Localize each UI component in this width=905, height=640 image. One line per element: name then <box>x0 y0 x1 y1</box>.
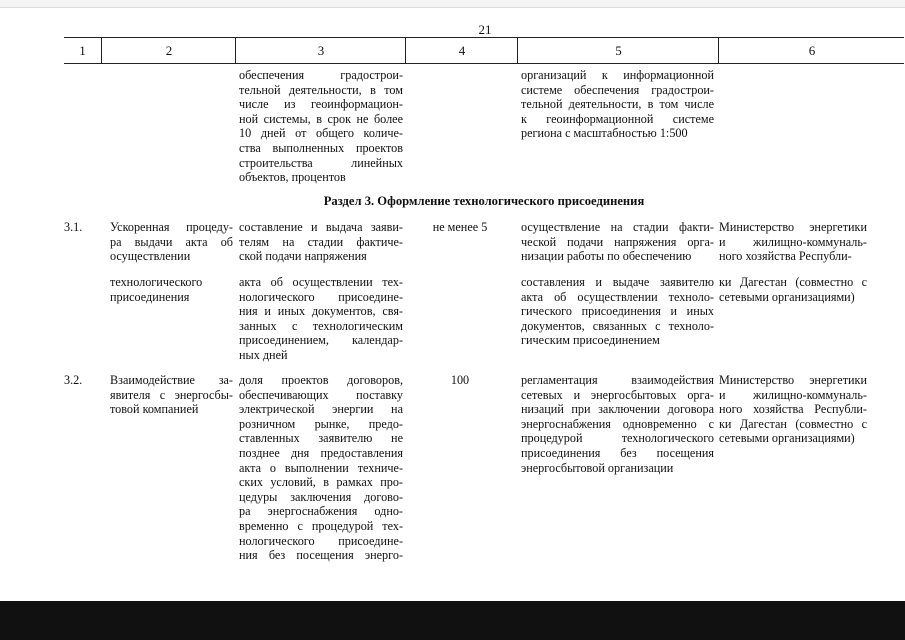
row31-col4: не менее 5 <box>432 220 488 234</box>
row32-col2: Взаимодействие за- явителя с энергосбы- товой компанией <box>110 373 233 417</box>
header-col-3: 3 <box>235 38 406 63</box>
row32-number: 3.2. <box>64 373 83 387</box>
header-col-2: 2 <box>101 38 236 63</box>
row32-col4: 100 <box>450 373 470 387</box>
scan-bottom-edge <box>0 601 905 640</box>
scan-top-edge <box>0 0 905 8</box>
row32-col3: доля проектов договоров, обеспечивающих поставку электрической энергии на розничном рынке, предо- ставленных заявителю не позднее дня предоставления акта о выполнении техниче- ских условий, в рамках про- цедуры заключения догово- ра энергоснабжения одно- временно с процедурой тех- нологического присоедине- ния без посещения энерго- <box>239 373 403 563</box>
row32-col5: регламентация взаимодействия сетевых и энергосбытовых орга- низаций при заключении договора энергоснабжения одновременно с процедурой технологического присоединения без посещения энергосбытовой организации <box>521 373 714 475</box>
row31-col5b: составления и выдаче заявителю акта об осуществлении техноло- гического присоединения и иных документов, связанных с техноло- гическим присоединением <box>521 275 714 348</box>
header-col-4: 4 <box>405 38 518 63</box>
cont-col3: обеспечения градострои- тельной деятельности, в том числе из геоинформацион- ной системы, в срок не более 10 дней от общего количе- ства выполненных проектов строительства линейных объектов, процентов <box>239 68 403 185</box>
row32-col6: Министерство энергетики и жилищно-коммуналь- ного хозяйства Республи- ки Дагестан (совместно с сетевыми организациями) <box>719 373 867 446</box>
row31-col3b: акта об осуществлении тех- нологического присоедине- ния и иных документов, свя- занных с технологическим присоединением, календар- ных дней <box>239 275 403 362</box>
header-col-1: 1 <box>79 43 86 58</box>
row31-col2b: технологического присоединения <box>110 275 203 304</box>
page-number: 21 <box>478 22 492 37</box>
row31-col5a: осуществление на стадии факти- ческой подачи напряжения орга- низации работы по обеспечению <box>521 220 714 264</box>
cont-col5: организаций к информационной системе обеспечения градострои- тельной деятельности, в том числе к геоинформационной системе региона с масштабностью 1:500 <box>521 68 714 141</box>
row31-col3a: составление и выдача заяви- телям на стадии фактиче- ской подачи напряжения <box>239 220 403 264</box>
row31-col6a: Министерство энергетики и жилищно-коммуналь- ного хозяйства Республи- <box>719 220 867 264</box>
row31-col2a: Ускоренная процеду- ра выдачи акта об осуществлении <box>110 220 233 264</box>
section-title: Раздел 3. Оформление технологического присоединения <box>323 194 645 208</box>
row31-number: 3.1. <box>64 220 83 234</box>
table-header <box>64 37 904 64</box>
row31-col6b: ки Дагестан (совместно с сетевыми организациями) <box>719 275 867 304</box>
header-col-5: 5 <box>517 38 719 63</box>
header-col-6: 6 <box>718 38 905 63</box>
